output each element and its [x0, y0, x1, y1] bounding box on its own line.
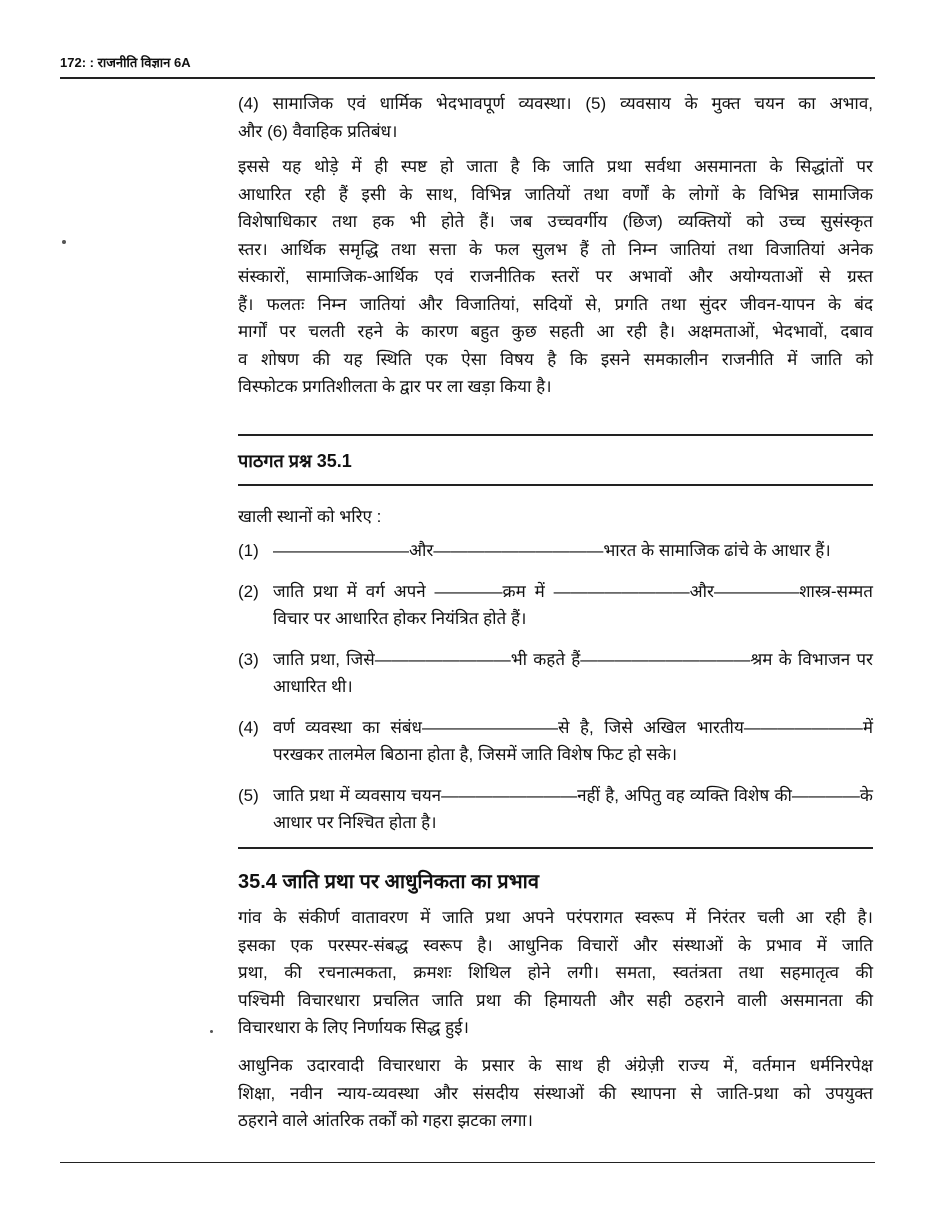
text-line: (4) सामाजिक एवं धार्मिक भेदभावपूर्ण व्यवस्था। (5) व्यवसाय के मुक्त चयन का अभाव, — [238, 94, 873, 113]
text-line: इससे यह थोड़े में ही स्पष्ट हो जाता है कि जाति प्रथा सर्वथा असमानता के सिद्धांतों पर — [238, 157, 873, 176]
question-line: आधार पर निश्चित होता है। — [273, 813, 437, 832]
footer-rule — [60, 1162, 875, 1163]
question-line: आधारित थी। — [273, 677, 353, 696]
question-item — [238, 537, 873, 565]
intro-para-2 — [238, 153, 873, 401]
question-line: ————————और——————————भारत के सामाजिक ढांचे के आधार हैं। — [273, 541, 831, 560]
text-line: आधारित रही हैं इसी के साथ, विभिन्न जातियों तथा वर्णों के लोगों के विभिन्न सामाजिक — [238, 184, 873, 204]
text-line: गांव के संकीर्ण वातावरण में जाति प्रथा अपने परंपरागत स्वरूप में निरंतर चली आ रही है। — [238, 908, 873, 927]
text-line: प्रथा, की रचनात्मकता, क्रमशः शिथिल होने लगी। समता, स्वतंत्रता तथा सहमातृत्व की — [238, 963, 873, 982]
question-line: परखकर तालमेल बिठाना होता है, जिसमें जाति विशेष फिट हो सके। — [273, 745, 678, 764]
questions-instruction: खाली स्थानों को भरिए : — [238, 507, 382, 526]
text-line: और (6) वैवाहिक प्रतिबंध। — [238, 121, 398, 141]
text-line: हैं। फलतः निम्न जातियां और विजातियां, सदियों से, प्रगति तथा सुंदर जीवन-यापन के बंद — [238, 294, 873, 314]
question-number: (2) — [238, 581, 259, 601]
questions-top-rule — [238, 434, 873, 436]
question-item — [238, 714, 873, 769]
intro-para-1 — [238, 90, 873, 145]
scan-speck — [62, 240, 66, 244]
question-list — [238, 537, 873, 850]
question-item — [238, 578, 873, 633]
header-rule — [60, 77, 875, 79]
question-line: जाति प्रथा, जिसे————————भी कहते हैं——————————श्रम के विभाजन पर — [273, 649, 873, 669]
question-number: (5) — [238, 785, 259, 805]
text-line: ठहराने वाले आंतरिक तर्कों को गहरा झटका लगा। — [238, 1111, 533, 1130]
text-line: मार्गों पर चलती रहने के कारण बहुत कुछ सहती आ रही है। अक्षमताओं, भेदभावों, दबाव — [238, 322, 873, 341]
text-line: विशेषाधिकार तथा हक भी होते हैं। जब उच्चवर्गीय (छिज) व्यक्तियों को उच्च सुसंस्कृत — [238, 212, 873, 231]
question-item — [238, 782, 873, 837]
text-line: संस्कारों, सामाजिक-आर्थिक एवं राजनीतिक स्तरों पर अभावों और अयोग्यताओं से ग्रस्त — [238, 267, 873, 286]
question-number: (3) — [238, 649, 259, 669]
section-para-2 — [238, 1052, 873, 1135]
section-heading: 35.4 जाति प्रथा पर आधुनिकता का प्रभाव — [238, 871, 539, 893]
text-line: विचारधारा के लिए निर्णायक सिद्ध हुई। — [238, 1018, 469, 1037]
question-line: विचार पर आधारित होकर नियंत्रित होते हैं। — [273, 609, 527, 628]
text-line: व शोषण की यह स्थिति एक ऐसा विषय है कि इसने समकालीन राजनीति में जाति को — [238, 349, 873, 369]
text-line: पश्चिमी विचारधारा प्रचलित जाति प्रथा की हिमायती और सही ठहराने वाली असमानता की — [238, 990, 873, 1010]
text-line: इसका एक परस्पर-संबद्ध स्वरूप है। आधुनिक विचारों और संस्थाओं के प्रभाव में जाति — [238, 935, 873, 955]
text-line: आधुनिक उदारवादी विचारधारा के प्रसार के साथ ही अंग्रेज़ी राज्य में, वर्तमान धर्मनिरपेक्ष — [238, 1056, 873, 1075]
question-number: (4) — [238, 717, 259, 737]
questions-bottom-rule — [238, 847, 873, 849]
question-line: जाति प्रथा में व्यवसाय चयन————————नहीं है, अपितु वह व्यक्ति विशेष की————के — [273, 785, 873, 805]
question-number: (1) — [238, 541, 259, 560]
text-line: विस्फोटक प्रगतिशीलता के द्वार पर ला खड़ा किया है। — [238, 377, 552, 396]
scan-speck — [210, 1030, 213, 1033]
question-line: जाति प्रथा में वर्ग अपने ————क्रम में ————————और—————शास्त्र-सम्मत — [273, 581, 873, 601]
questions-title: पाठगत प्रश्न 35.1 — [238, 451, 352, 471]
text-line: स्तर। आर्थिक समृद्धि तथा सत्ता के फल सुलभ हैं तो निम्न जातियां तथा विजातियां अनेक — [238, 239, 873, 259]
text-line: शिक्षा, नवीन न्याय-व्यवस्था और संसदीय संस्थाओं की स्थापना से जाति-प्रथा को उपयुक्त — [238, 1083, 873, 1103]
section-para-1 — [238, 904, 873, 1042]
running-head: 172: : राजनीति विज्ञान 6A — [60, 55, 191, 70]
questions-title-rule — [238, 484, 873, 486]
question-item — [238, 646, 873, 701]
question-line: वर्ण व्यवस्था का संबंध————————से है, जिसे अखिल भारतीय———————में — [273, 717, 873, 737]
